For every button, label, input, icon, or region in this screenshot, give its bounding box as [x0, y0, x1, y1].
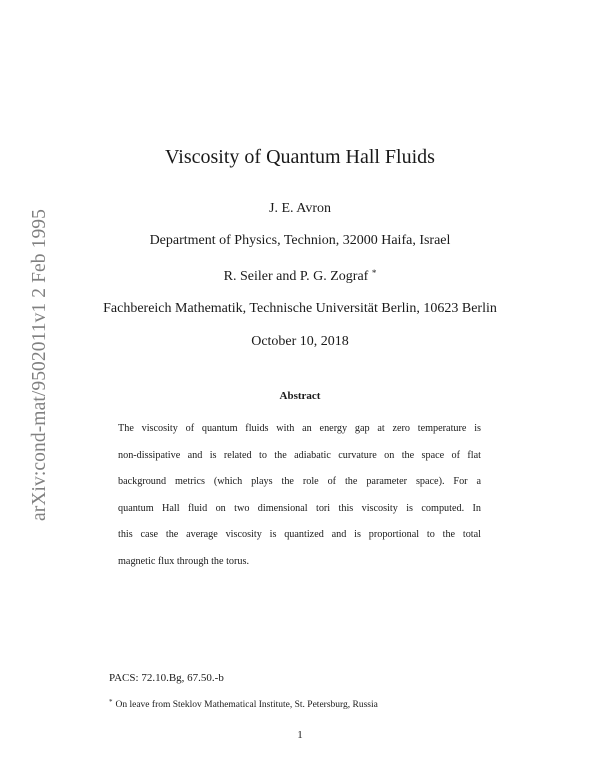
abstract-line: non-dissipative and is related to the adiabatic curvature on the space of flat: [118, 449, 481, 461]
abstract-line: background metrics (which plays the role of the parameter space). For a: [118, 476, 481, 487]
footnote-mark: *: [109, 698, 113, 706]
abstract-line: magnetic flux through the torus.: [118, 555, 249, 567]
footnote-text: On leave from Steklov Mathematical Institute, St. Petersburg, Russia: [115, 700, 378, 710]
footnote: [109, 698, 378, 710]
abstract-line: quantum Hall fluid on two dimensional tori this viscosity is computed. In: [118, 502, 481, 514]
abstract-line: The viscosity of quantum fluids with an energy gap at zero temperature is: [118, 423, 481, 434]
affiliation-technion: Department of Physics, Technion, 32000 Haifa, Israel: [149, 233, 451, 248]
page-number: 1: [297, 729, 303, 741]
authors-seiler-zograf: [0, 268, 600, 285]
paper-title: Viscosity of Quantum Hall Fluids: [165, 146, 435, 168]
arxiv-identifier: arXiv:cond-mat/9502011v1 2 Feb 1995: [29, 208, 50, 522]
authors-2-names: R. Seiler and P. G. Zograf: [223, 269, 369, 284]
abstract-heading: Abstract: [279, 390, 321, 402]
footnote-marker: *: [371, 268, 377, 278]
author-avron: J. E. Avron: [269, 201, 331, 216]
affiliation-tu-berlin: Fachbereich Mathematik, Technische Universität Berlin, 10623 Berlin: [103, 301, 497, 316]
abstract-line: this case the average viscosity is quantized and is proportional to the total: [118, 529, 481, 540]
paper-date: October 10, 2018: [251, 334, 349, 349]
abstract-body: [118, 416, 481, 575]
pacs-codes: PACS: 72.10.Bg, 67.50.-b: [109, 672, 224, 684]
